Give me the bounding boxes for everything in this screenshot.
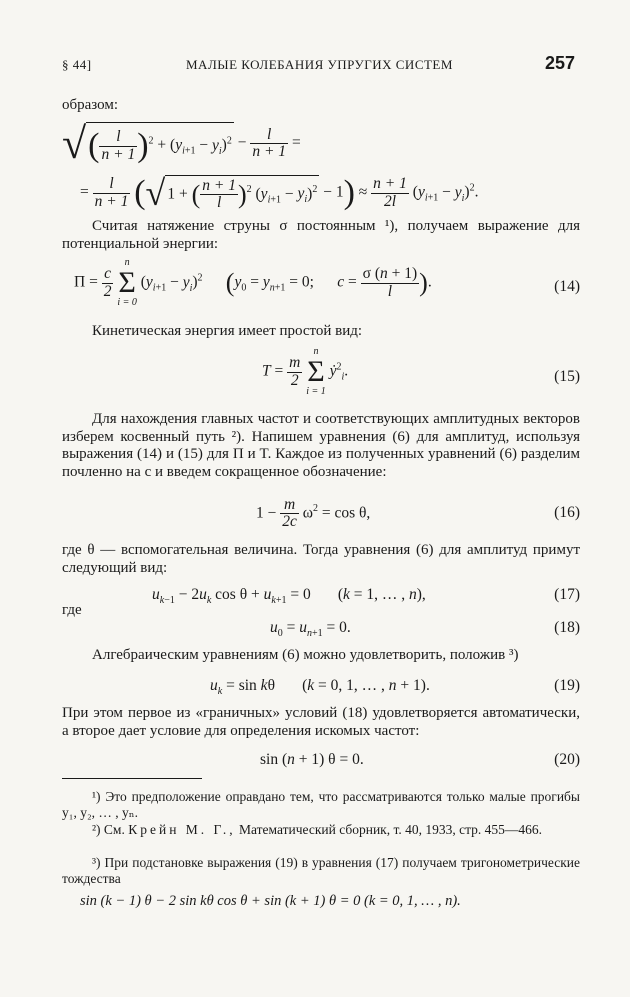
equation-number-18: (18): [554, 619, 580, 636]
paragraph-algebraic: Алгебраическим уравнениям (6) можно удовлетворить, положив ³): [92, 647, 519, 663]
equation-15: T = $\frac{m}{2}$ n Σ i = 1 ẏ$^2_i$.: [262, 346, 349, 397]
equation-number-16: (16): [554, 504, 580, 521]
paragraph-aux-variable: где θ — вспомогательная величина. Тогда уравнения (6) для амплитуд примут следующий вид:: [62, 542, 580, 576]
equation-number-15: (15): [554, 368, 580, 385]
footnote-divider: [62, 778, 202, 779]
equation-18: $u_0 = u_{n+1} = 0$.: [270, 619, 351, 640]
footnote-1: ¹) Это предположение оправдано тем, что рассматриваются только малые прогибы y₁, y₂, … , yₙ.: [62, 789, 580, 820]
word-where: где: [62, 602, 82, 618]
paragraph-method: Для нахождения главных частот и соответствующих амплитудных векторов изберем косвенный путь ²). Напишем уравнения (6) для амплитуд, используя выражения (14) и (15) для П и T. Каждое из полученных уравнений (6) разделим почленно на c и введем сокращенное обозначение:: [62, 411, 580, 480]
equation-20: sin (n + 1) θ = 0.: [260, 751, 364, 768]
equation-number-20: (20): [554, 751, 580, 768]
equation-16: 1 − $\frac{m}{2c}$ $\omega^2 = \cos \theta$,: [256, 496, 371, 531]
equation-radical-line1: √( $\frac{l}{n + 1}$ )$^2 + (y_{i+1} - y_i)^2$ − $\frac{l}{n + 1}$ =: [62, 119, 301, 168]
equation-number-17: (17): [554, 586, 580, 603]
section-ref: § 44]: [62, 57, 92, 72]
page-number: 257: [545, 53, 576, 73]
footnote-2-prefix: ²) См.: [92, 822, 125, 837]
equation-radical-line2: = $\frac{l}{n + 1}$ (√ 1 + ( $\frac{n + 1}{l}$ )$^2$ $(y_{i+1} - y_i)^2 - 1$) ≈ $\frac{n + 1}{2l}$ $(y_{i+1} - y_i)^2$.: [80, 173, 479, 213]
equation-number-19: (19): [554, 677, 580, 694]
equation-number-14: (14): [554, 278, 580, 295]
paragraph-potential-energy: Считая натяжение струны σ постоянным ¹), получаем выражение для потенциальной энергии:: [62, 218, 580, 252]
footnote-3: ³) При подстановке выражения (19) в уравнения (17) получаем тригонометрические тождества: [62, 855, 580, 886]
equation-19: $u_k = \sin k\theta$ (k = 0, 1, … , n + 1).: [210, 677, 430, 698]
paragraph-boundary: При этом первое из «граничных» условий (18) удовлетворяется автоматически, а второе дает условие для определения искомых частот:: [62, 705, 580, 739]
equation-14: П = $\frac{c}{2}$ n Σ i = 0 $(y_{i+1} - y_i)^2$ ($y_0 = y_{n+1} = 0$; c = $\frac{\sigma (n + 1)}{l}$ ).: [74, 257, 432, 308]
equation-17: $u_{k-1} - 2u_k$ $\cos \theta + u_{k+1} = 0$ (k = 1, … , n),: [152, 586, 426, 607]
footnote-2-source: Математический сборник, т. 40, 1933, стр. 455—466.: [238, 822, 543, 837]
paragraph-kinetic-energy: Кинетическая энергия имеет простой вид:: [92, 323, 363, 339]
footnote-2-author: Крейн М. Г.,: [128, 822, 236, 837]
running-title: МАЛЫЕ КОЛЕБАНИЯ УПРУГИХ СИСТЕМ: [186, 57, 453, 72]
paragraph-intro: образом:: [62, 97, 119, 113]
footnote-3-equation: sin (k − 1) θ − 2 sin kθ cos θ + sin (k + 1) θ = 0 (k = 0, 1, … , n).: [80, 893, 461, 909]
footnote-2: [62, 822, 580, 838]
